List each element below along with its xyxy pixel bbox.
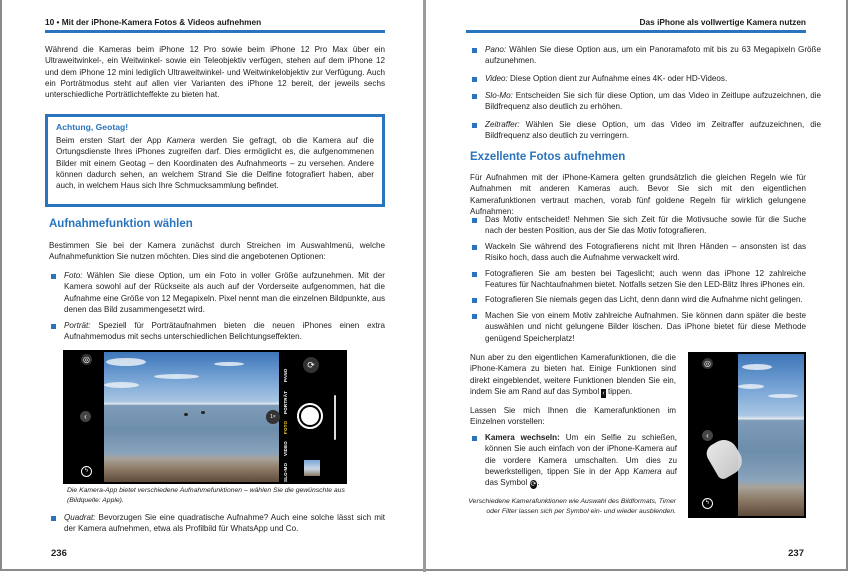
camera-side-menu-screenshot [688,352,806,518]
live-photo-off-icon[interactable]: ◎ [81,354,92,365]
function-item-switch-camera: Kamera wechseln: Um ein Selfie zu schießen, können Sie auch einfach von der iPhone-Kamera auf die vordere Kamera umschalten. Um dies zu bewerkstelligen, tippen Sie in der App Kamera auf das Symbol ⟳. [470,432,677,489]
note-box [45,114,385,207]
live-photo-off-icon[interactable]: ◎ [702,358,713,369]
functions-lead: Lassen Sie mich Ihnen die Kamerafunktionen im Einzelnen vorstellen: [470,406,676,427]
mode-pano[interactable]: PANO [283,368,288,382]
chevron-left-icon[interactable]: ‹ [702,430,713,441]
rule-item: Wackeln Sie während des Fotografierens nicht mit Ihren Händen – ansonsten ist das Risiko hoch, dass auch die Aufnahme verwackelt wird. [470,241,806,264]
figure-caption: Die Kamera-App bietet verschiedene Aufnahmefunktionen – wählen Sie die gewünschte aus (Bildquelle: Apple). [67,487,345,504]
page-number: 236 [51,548,67,559]
option-item: Slo-Mo: Entscheiden Sie sich für diese Option, um das Video in Zeitlupe aufzuzeichnen, die Bildfrequenz also deutlich zu erhöhen. [470,90,821,113]
home-indicator [334,395,336,440]
switch-camera-icon[interactable]: ⟳ [303,357,319,373]
flash-icon[interactable]: ϟ [81,466,92,477]
beach-photo [104,352,279,482]
chevron-left-icon[interactable]: ‹ [80,411,91,422]
page-number: 237 [788,548,804,559]
flash-icon[interactable]: ϟ [702,498,713,509]
figure-caption: Verschiedene Kamerafunktionen wie Auswahl des Bildformats, Timer oder Filter lassen sich per Symbol ein- und wieder ausblenden. [468,498,676,515]
zoom-level-button[interactable]: 1× [266,410,280,424]
section-heading: Exzellente Fotos aufnehmen [470,151,626,163]
section-heading: Aufnahmefunktion wählen [49,218,193,230]
rule-item: Fotografieren Sie am besten bei Tageslicht; auch wenn das iPhone 12 zahlreiche Features für Nachtaufnahmen bietet. Notfalls setzen Sie den LED-Blitz Ihres iPhones ein. [470,268,806,291]
right-page [466,0,821,572]
section-intro: Für Aufnahmen mit der iPhone-Kamera gelten grundsätzlich die gleichen Regeln wie für Aufnahmen mit anderen Kameras auch. Bevor Sie sich mit den eigentlichen Kamerafunktionen vertraut machen, vorab fünf goldene Regeln für wirklich gelungene Aufnahmen: [470,173,806,216]
running-head: Das iPhone als vollwertige Kamera nutzen [466,17,806,33]
mode-foto-active[interactable]: FOTO [283,420,288,434]
shutter-button[interactable] [297,403,323,429]
option-item: Porträt: Speziell für Porträtaufnahmen bieten die neuen iPhones einen extra Aufnahmemodus mit sechs unterschiedlichen Belichtungseffekten. [49,320,385,343]
switch-camera-icon: ⟳ [530,481,537,489]
option-item: Zeitraffer: Wählen Sie diese Option, um das Video im Zeitraffer aufzuzeichnen, die Bildfrequenz also deutlich zu verringern. [470,119,821,142]
rule-item: Das Motiv entscheidet! Nehmen Sie sich Zeit für die Motivsuche sowie für die Suche nach der besten Position, aus der Sie das Motiv fotografieren. [470,214,806,237]
option-item: Pano: Wählen Sie diese Option aus, um ein Panoramafoto mit bis zu 63 Megapixeln Größe aufzunehmen. [470,44,821,67]
option-item: Quadrat: Bevorzugen Sie eine quadratische Aufnahme? Auch eine solche lässt sich mit der Kamera aufnehmen, etwa als Profilbild für WhatsApp und Co. [49,512,385,535]
rule-item: Machen Sie von einem Motiv zahlreiche Aufnahmen. Sie können dann später die beste auswählen und nicht gelungene Bilder löschen. Das iPhone bietet für diese Methode genügend Speicherplatz! [470,310,806,344]
last-photo-thumbnail[interactable] [304,460,320,476]
option-item: Video: Diese Option dient zur Aufnahme eines 4K- oder HD-Videos. [470,73,821,84]
section-intro: Bestimmen Sie bei der Kamera zunächst durch Streichen im Auswahlmenü, welche Aufnahmefunktion Sie nutzen möchten. Dies sind die angebotenen Optionen: [49,241,385,262]
intro-paragraph: Während die Kameras beim iPhone 12 Pro sowie beim iPhone 12 Pro Max über ein Ultraweitwinkel-, ein Weitwinkel- sowie ein Teleobjektiv verfügen, stehen auf dem iPhone 12 und dem iPhone 12 mini lediglich Ultraweitwinkel- und Weitwinkelobjektiv zur Verfügung. Auch ein Porträtmodus steht auf allen vier Varianten des iPhone 12 bereit, der jeweils sechs unterschiedliche Porträtlichteffekte zu bieten hat. [45,45,385,100]
page-gutter [423,0,426,572]
mode-slo-mo[interactable]: SLO-MO [283,462,288,482]
mode-portrait[interactable]: PORTRÄT [283,390,288,414]
running-head: 10 • Mit der iPhone-Kamera Fotos & Videos aufnehmen [45,17,385,33]
camera-app-screenshot [63,350,347,484]
mode-video[interactable]: VIDEO [283,440,288,456]
note-title: Achtung, Geotag! [56,122,129,132]
note-text: Beim ersten Start der App Kamera werden Sie gefragt, ob die Kamera auf die Ortungsdienste Ihres iPhones zugreifen darf. Dies ermöglicht es, die aufgenommenen Bilder mit einem Geotag – den Koordinaten des Aufnahmeorts – zu versehen. Andere können dadurch sehen, an welchem Strand Sie die Delfine fotografiert haben, aber auch, in welchem Haus sich Ihre Schmucksammlung befindet. [56,136,374,191]
rule-item: Fotografieren Sie niemals gegen das Licht, denn dann wird die Aufnahme nicht gelingen. [470,294,806,305]
left-page [45,0,385,572]
option-item: Foto: Wählen Sie diese Option, um ein Foto in voller Größe aufzunehmen. Mit der Kamera sowohl auf der Rückseite als auch auf der Vorderseite aufgenommen, hat die Aufnahme eine Größe von 12 Megapixeln. Pixel nennt man die einzelnen Bildpunkte, aus denen das Bild zusammengesetzt wird. [49,270,385,315]
chevron-left-icon: ‹ [602,389,605,397]
beach-photo [738,354,804,516]
functions-intro: Nun aber zu den eigentlichen Kamerafunktionen, die die iPhone-Kamera zu bieten hat. Einige Funktionen sind direkt eingeblendet, weitere Funktionen blenden Sie ein, indem Sie am Rand auf das Symbol ‹ tippen. [470,353,676,397]
